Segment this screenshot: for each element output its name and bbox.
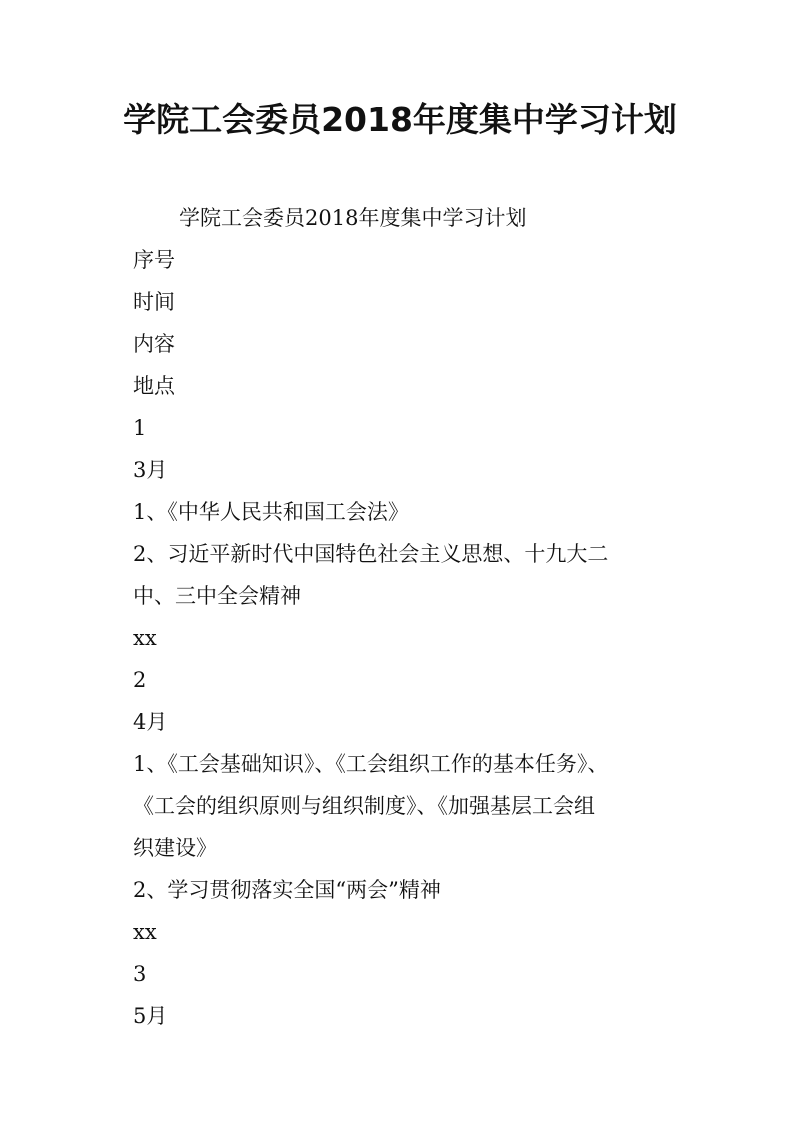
subtitle-line: 学院工会委员2018年度集中学习计划 [179, 206, 527, 230]
row2-location: xx [133, 920, 157, 944]
row2-time: 4月 [133, 710, 168, 734]
row1-time: 3月 [133, 458, 168, 482]
header-location: 地点 [133, 374, 175, 398]
row2-content-1: 1、《工会基础知识》、《工会组织工作的基本任务》、 [133, 752, 609, 776]
row1-location: xx [133, 626, 157, 650]
row3-serial: 3 [133, 962, 147, 986]
row2-content-2: 2、学习贯彻落实全国“两会”精神 [133, 878, 441, 902]
row3-time: 5月 [133, 1004, 168, 1028]
header-serial: 序号 [133, 248, 175, 272]
row1-serial: 1 [133, 416, 147, 440]
row1-content-1: 1、《中华人民共和国工会法》 [133, 500, 409, 524]
header-content: 内容 [133, 332, 175, 356]
row1-content-2: 2、习近平新时代中国特色社会主义思想、十九大二 [133, 542, 609, 566]
row2-content-1-cont2: 织建设》 [133, 836, 217, 860]
row2-serial: 2 [133, 668, 147, 692]
document-title: 学院工会委员2018年度集中学习计划 [123, 100, 677, 139]
row2-content-1-cont: 《工会的组织原则与组织制度》、《加强基层工会组 [133, 794, 595, 818]
document-body [133, 197, 678, 1037]
header-time: 时间 [133, 290, 175, 314]
row1-content-2-cont: 中、三中全会精神 [133, 584, 301, 608]
